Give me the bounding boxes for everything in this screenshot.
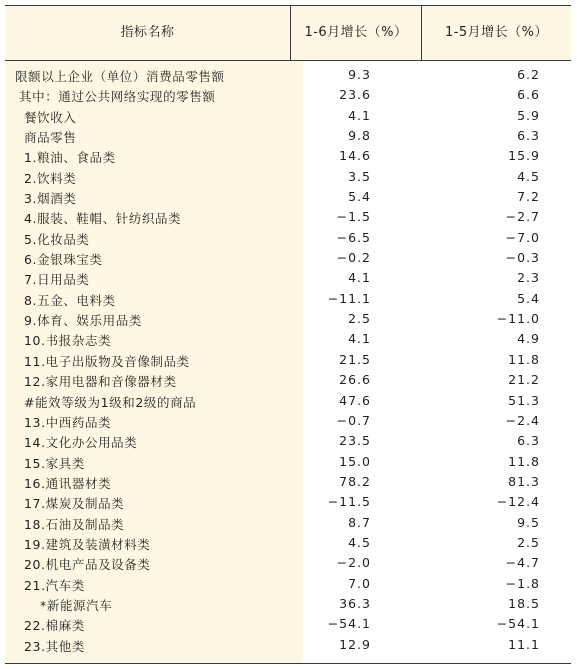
table-row — [5, 106, 571, 126]
indicator-name: 14.文化办公用品类 — [24, 435, 138, 451]
indicator-name: 1.粮油、食品类 — [24, 150, 116, 166]
jan-jun-growth-value: 47.6 — [339, 392, 371, 408]
indicator-name: 17.煤炭及制品类 — [24, 496, 125, 512]
indicator-name: 22.棉麻类 — [24, 618, 85, 634]
jan-jun-growth-value: 7.0 — [348, 575, 371, 591]
jan-may-growth-value: 5.4 — [517, 290, 540, 306]
indicator-name: 限额以上企业（单位）消费品零售额 — [15, 69, 225, 84]
jan-jun-growth-value: 36.3 — [339, 595, 371, 611]
table-row — [5, 248, 571, 268]
indicator-name: 15.家具类 — [24, 455, 85, 471]
jan-may-growth-value: 9.5 — [517, 514, 540, 530]
jan-may-growth-value: 21.2 — [508, 372, 540, 388]
table-row — [5, 553, 571, 573]
jan-jun-growth-value: 26.6 — [339, 372, 371, 388]
jan-may-growth-value: −12.4 — [496, 494, 540, 510]
jan-jun-growth-value: 23.5 — [339, 433, 371, 449]
jan-jun-growth-value: −2.0 — [336, 555, 371, 571]
indicator-name: 8.五金、电料类 — [24, 292, 116, 308]
jan-jun-growth-value: 21.5 — [339, 351, 371, 367]
jan-may-growth-value: 2.5 — [517, 534, 540, 550]
indicator-name: 3.烟酒类 — [24, 191, 77, 207]
jan-may-growth-value: −11.0 — [496, 311, 540, 327]
header-jan-jun-growth: 1-6月增长（%） — [304, 25, 408, 40]
table-row — [5, 329, 571, 349]
jan-may-growth-value: 5.9 — [517, 107, 540, 123]
jan-jun-growth-value: 2.5 — [348, 311, 371, 327]
jan-may-growth-value: 81.3 — [508, 473, 540, 489]
table-row — [5, 65, 571, 85]
indicator-name: 23.其他类 — [24, 638, 85, 654]
jan-may-growth-value: 6.6 — [517, 87, 540, 103]
jan-jun-growth-value: 4.1 — [348, 107, 371, 123]
indicator-name: 餐饮收入 — [24, 109, 77, 125]
jan-jun-growth-value: 14.6 — [339, 148, 371, 164]
table-row — [5, 370, 571, 390]
jan-jun-growth-value: 4.1 — [348, 331, 371, 347]
jan-may-growth-value: −0.3 — [505, 250, 540, 266]
indicator-name: 5.化妆品类 — [24, 231, 90, 247]
indicator-name: 6.金银珠宝类 — [24, 252, 103, 268]
table-header — [5, 5, 571, 61]
table-row — [5, 574, 571, 594]
indicator-name: 21.汽车类 — [24, 577, 85, 593]
jan-jun-growth-value: 78.2 — [339, 473, 371, 489]
table-row — [5, 350, 571, 370]
jan-may-growth-value: −4.7 — [505, 555, 540, 571]
indicator-name: 10.书报杂志类 — [24, 333, 112, 349]
indicator-name: *新能源汽车 — [40, 597, 113, 613]
jan-jun-growth-value: −6.5 — [336, 229, 371, 245]
table-row — [5, 452, 571, 472]
header-indicator-name: 指标名称 — [120, 25, 175, 40]
table-row — [5, 309, 571, 329]
jan-may-growth-value: −54.1 — [496, 616, 540, 632]
jan-may-growth-value: 6.3 — [517, 433, 540, 449]
jan-may-growth-value: 4.9 — [517, 331, 540, 347]
table-row — [5, 614, 571, 634]
jan-jun-growth-value: 9.3 — [348, 67, 371, 82]
table-row — [5, 167, 571, 187]
indicator-name: 7.日用品类 — [24, 272, 90, 288]
indicator-name: 商品零售 — [24, 130, 77, 146]
jan-jun-growth-value: 4.1 — [348, 270, 371, 286]
table-bottom-rule — [5, 663, 571, 664]
table-row — [5, 187, 571, 207]
table-row — [5, 289, 571, 309]
jan-may-growth-value: 11.8 — [508, 351, 540, 367]
jan-jun-growth-value: −1.5 — [336, 209, 371, 225]
jan-may-growth-value: −7.0 — [505, 229, 540, 245]
jan-may-growth-value: 2.3 — [517, 270, 540, 286]
jan-jun-growth-value: 9.8 — [348, 128, 371, 144]
table-row — [5, 146, 571, 166]
jan-may-growth-value: 7.2 — [517, 189, 540, 205]
table-row — [5, 492, 571, 512]
table-row — [5, 85, 571, 105]
indicator-name: 2.饮料类 — [24, 170, 77, 186]
table-row — [5, 472, 571, 492]
jan-may-growth-value: 6.2 — [517, 67, 540, 82]
indicator-name: 19.建筑及装潢材料类 — [24, 536, 151, 552]
table-body — [5, 65, 571, 655]
indicator-name: 13.中西药品类 — [24, 414, 112, 430]
table-row — [5, 126, 571, 146]
header-jan-may-growth: 1-5月增长（%） — [444, 25, 549, 40]
jan-jun-growth-value: −0.2 — [336, 250, 371, 266]
jan-may-growth-value: −2.4 — [505, 412, 540, 428]
indicator-name: 12.家用电器和音像器材类 — [24, 374, 177, 390]
jan-may-growth-value: −1.8 — [505, 575, 540, 591]
indicator-name: 20.机电产品及设备类 — [24, 557, 151, 573]
jan-jun-growth-value: 5.4 — [348, 189, 371, 205]
table-row — [5, 411, 571, 431]
jan-may-growth-value: 15.9 — [508, 148, 540, 164]
indicator-name: 18.石油及制品类 — [24, 516, 125, 532]
table-row — [5, 207, 571, 227]
table-row — [5, 391, 571, 411]
jan-may-growth-value: 6.3 — [517, 128, 540, 144]
jan-jun-growth-value: 12.9 — [339, 636, 371, 652]
table-row — [5, 228, 571, 248]
jan-jun-growth-value: −54.1 — [327, 616, 371, 632]
indicator-name: 11.电子出版物及音像制品类 — [24, 353, 190, 369]
table-row — [5, 431, 571, 451]
jan-jun-growth-value: 3.5 — [348, 168, 371, 184]
jan-may-growth-value: 4.5 — [517, 168, 540, 184]
jan-jun-growth-value: −0.7 — [336, 412, 371, 428]
table-row — [5, 594, 571, 614]
jan-jun-growth-value: 4.5 — [348, 534, 371, 550]
statistics-table — [5, 5, 571, 665]
table-row — [5, 533, 571, 553]
jan-jun-growth-value: 8.7 — [348, 514, 371, 530]
indicator-name: 16.通讯器材类 — [24, 475, 112, 491]
indicator-name: 9.体育、娱乐用品类 — [24, 313, 142, 329]
jan-may-growth-value: 18.5 — [508, 595, 540, 611]
indicator-name: 其中：通过公共网络实现的零售额 — [19, 89, 216, 105]
table-row — [5, 635, 571, 655]
table-row — [5, 268, 571, 288]
jan-jun-growth-value: 15.0 — [339, 453, 371, 469]
jan-jun-growth-value: −11.5 — [327, 494, 371, 510]
jan-jun-growth-value: −11.1 — [327, 290, 371, 306]
jan-may-growth-value: −2.7 — [505, 209, 540, 225]
table-row — [5, 513, 571, 533]
jan-may-growth-value: 11.8 — [508, 453, 540, 469]
indicator-name: 4.服装、鞋帽、针纺织品类 — [24, 211, 182, 227]
jan-jun-growth-value: 23.6 — [339, 87, 371, 103]
jan-may-growth-value: 11.1 — [508, 636, 540, 652]
indicator-name: #能效等级为1级和2级的商品 — [24, 394, 197, 410]
jan-may-growth-value: 51.3 — [508, 392, 540, 408]
